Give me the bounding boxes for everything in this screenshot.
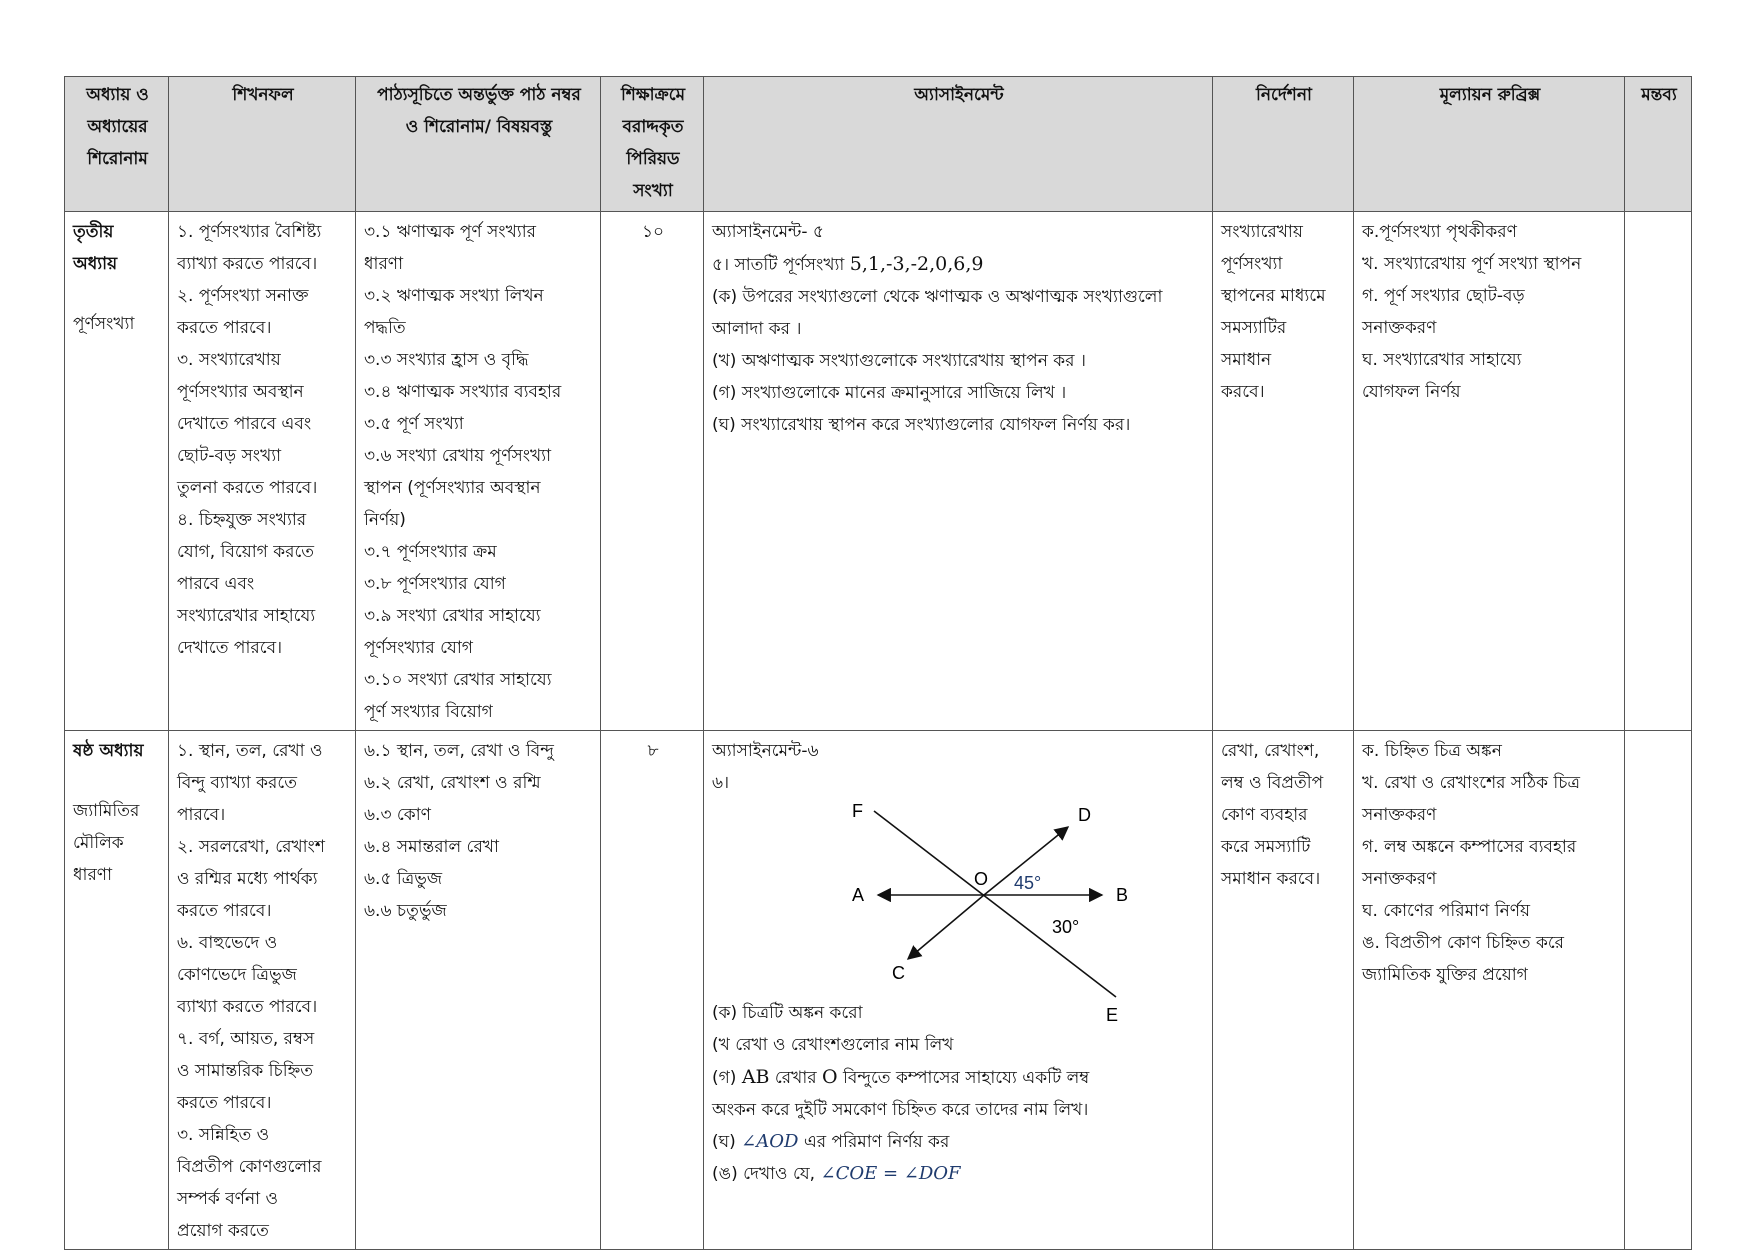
list-item: গ. পূর্ণ সংখ্যার ছোট-বড় <box>1362 286 1525 306</box>
list-item: ৬.৪ সমান্তরাল রেখা <box>364 837 499 857</box>
row1-assignment-question <box>712 248 1206 281</box>
list-item: স্থাপন (পূর্ণসংখ্যার অবস্থান <box>364 478 541 498</box>
list-item: তুলনা করতে পারবে। <box>177 478 318 498</box>
number-set: 5,1,-3,-2,0,6,9 <box>849 253 984 275</box>
row2-outcomes-cell <box>169 731 356 1250</box>
list-item: ক. চিহ্নিত চিত্র অঙ্কন <box>1362 741 1502 761</box>
lesson-plan-table <box>64 76 1692 1250</box>
list-item: ৩.৭ পূর্ণসংখ্যার ক্রম <box>364 542 497 562</box>
row2-chapter-cell <box>65 731 169 1250</box>
list-item: সম্পর্ক বর্ণনা ও <box>177 1189 278 1209</box>
list-item: ৩.৫ পূর্ণ সংখ্যা <box>364 414 464 434</box>
label-a: A <box>852 885 865 905</box>
list-item: সনাক্তকরণ <box>1362 318 1437 338</box>
list-item: (ক) উপরের সংখ্যাগুলো থেকে ঋণাত্মক ও অঋণাত্মক সংখ্যাগুলো <box>712 287 1163 307</box>
list-item: ৩.৪ ঋণাত্মক সংখ্যার ব্যবহার <box>364 382 562 402</box>
row1-outcomes-list <box>177 216 349 664</box>
item-kh: (খ রেখা ও রেখাংশগুলোর নাম লিখ <box>712 1035 954 1055</box>
list-item: ৬.৬ চতুর্ভুজ <box>364 901 447 921</box>
item-gh-rest: এর পরিমাণ নির্ণয় কর <box>798 1132 950 1152</box>
list-item: পূর্ণ সংখ্যার বিয়োগ <box>364 702 493 722</box>
header-lessons-line: পাঠ্যসূচিতে অন্তর্ভুক্ত পাঠ নম্বর <box>377 85 581 105</box>
list-item: করতে পারবে। <box>177 1093 272 1113</box>
list-item: জ্যামিতির <box>73 801 140 821</box>
header-guidance: নির্দেশনা <box>1213 77 1354 212</box>
list-item: জ্যামিতিক যুক্তির প্রয়োগ <box>1362 965 1528 985</box>
header-periods-line: পিরিয়ড <box>626 149 680 169</box>
list-item: সনাক্তকরণ <box>1362 869 1437 889</box>
row1-title: পূর্ণসংখ্যা <box>73 314 135 334</box>
list-item: করতে পারবে। <box>177 318 272 338</box>
list-item: ঙ. বিপ্রতীপ কোণ চিহ্নিত করে <box>1362 933 1565 953</box>
angle-equation: ∠COE = ∠DOF <box>820 1163 961 1184</box>
list-item: ব্যাখ্যা করতে পারবে। <box>177 254 318 274</box>
list-item: ৭. বর্গ, আয়ত, রম্বস <box>177 1029 315 1049</box>
list-item: খ. সংখ্যারেখায় পূর্ণ সংখ্যা স্থাপন <box>1362 254 1582 274</box>
list-item: ধারণা <box>73 865 113 885</box>
list-item: ২. পূর্ণসংখ্যা সনাক্ত <box>177 286 309 306</box>
spacer <box>73 280 162 308</box>
label-e: E <box>1106 1005 1119 1025</box>
list-item: করে সমস্যাটি <box>1221 837 1311 857</box>
list-item: ২. সরলরেখা, রেখাংশ <box>177 837 325 857</box>
list-item: সমস্যাটির <box>1221 318 1287 338</box>
row1-chapter-cell <box>65 212 169 731</box>
list-item: (খ) অঋণাত্মক সংখ্যাগুলোকে সংখ্যারেখায় স্থাপন কর । <box>712 351 1086 371</box>
list-item: আলাদা কর । <box>712 319 802 339</box>
item-g-prefix: (গ) <box>712 1068 742 1088</box>
header-chapter-line: শিরোনাম <box>87 149 148 169</box>
list-item: বিপ্রতীপ কোণগুলোর <box>177 1157 322 1177</box>
item-g-line2: অংকন করে দুইটি সমকোণ চিহ্নিত করে তাদের নাম লিখ। <box>712 1100 1089 1120</box>
row1-assignment-cell <box>704 212 1213 731</box>
row2-lessons-list <box>364 735 594 927</box>
list-item: ও রশ্মির মধ্যে পার্থক্য <box>177 869 318 889</box>
header-periods <box>601 77 704 212</box>
list-item: পূর্ণসংখ্যা <box>1221 254 1283 274</box>
row2-assignment-title: অ্যাসাইনমেন্ট-৬ <box>712 741 819 761</box>
list-item: সংখ্যারেখার সাহায্যে <box>177 606 316 626</box>
list-item: ৬.১ স্থান, তল, রেখা ও বিন্দু <box>364 741 554 761</box>
row1-assignment-title: অ্যাসাইনমেন্ট- ৫ <box>712 222 824 242</box>
list-item: ৩.৮ পূর্ণসংখ্যার যোগ <box>364 574 506 594</box>
line-fe <box>874 811 1116 997</box>
list-item: লম্ব ও বিপ্রতীপ <box>1221 773 1324 793</box>
list-item: দেখাতে পারবে। <box>177 638 283 658</box>
row2-rubrics-cell <box>1354 731 1625 1250</box>
table-row <box>65 731 1692 1250</box>
angle-aod: ∠AOD <box>741 1131 799 1152</box>
list-item: ১. স্থান, তল, রেখা ও <box>177 741 323 761</box>
item-g-rest: বিন্দুতে কম্পাসের সাহায্যে একটি লম্ব <box>837 1068 1090 1088</box>
label-f: F <box>852 801 863 821</box>
row2-lessons-cell <box>356 731 601 1250</box>
row1-rubrics-list <box>1362 216 1618 408</box>
row1-chapter: তৃতীয় <box>73 222 114 242</box>
list-item: ৩.৬ সংখ্যা রেখায় পূর্ণসংখ্যা <box>364 446 552 466</box>
header-row <box>65 77 1692 212</box>
list-item: ধারণা <box>364 254 404 274</box>
row2-periods: ৮ <box>601 731 704 1250</box>
row1-lessons-cell <box>356 212 601 731</box>
list-item: ব্যাখ্যা করতে পারবে। <box>177 997 318 1017</box>
question-text: ৫। সাতটি পূর্ণসংখ্যা <box>712 255 850 275</box>
header-chapter <box>65 77 169 212</box>
list-item: ৩.৯ সংখ্যা রেখার সাহায্যে <box>364 606 541 626</box>
list-item: ৬.৫ ত্রিভুজ <box>364 869 443 889</box>
row1-lessons-list <box>364 216 594 728</box>
row1-guidance-list <box>1221 216 1347 408</box>
row2-guidance-cell <box>1213 731 1354 1250</box>
list-item: মৌলিক <box>73 833 124 853</box>
header-periods-line: বরাদ্দকৃত <box>622 117 684 137</box>
list-item: করবে। <box>1221 382 1265 402</box>
label-c: C <box>892 963 905 983</box>
list-item: ছোট-বড় সংখ্যা <box>177 446 282 466</box>
list-item: ৬. বাহুভেদে ও <box>177 933 278 953</box>
item-g-o: O <box>822 1066 838 1088</box>
item-gh-prefix: (ঘ) <box>712 1132 742 1152</box>
item-g <box>712 1061 1206 1094</box>
list-item: ৩.১০ সংখ্যা রেখার সাহায্যে <box>364 670 552 690</box>
list-item: পূর্ণসংখ্যার অবস্থান <box>177 382 304 402</box>
item-ng <box>712 1158 1206 1190</box>
list-item: পদ্ধতি <box>364 318 406 338</box>
list-item: করতে পারবে। <box>177 901 272 921</box>
list-item: পূর্ণসংখ্যার যোগ <box>364 638 473 658</box>
angle-label-45: 45° <box>1014 873 1042 893</box>
row1-chapter: অধ্যায় <box>73 254 118 274</box>
row2-remarks <box>1625 731 1692 1250</box>
row1-guidance-cell <box>1213 212 1354 731</box>
list-item: ৩. সন্নিহিত ও <box>177 1125 270 1145</box>
item-k: (ক) চিত্রটি অঙ্কন করো <box>712 1003 863 1023</box>
list-item: পারবে। <box>177 805 226 825</box>
header-remarks: মন্তব্য <box>1625 77 1692 212</box>
list-item: প্রয়োগ করতে <box>177 1221 269 1241</box>
row2-guidance-list <box>1221 735 1347 895</box>
list-item: ৩.১ ঋণাত্মক পূর্ণ সংখ্যার <box>364 222 536 242</box>
row1-rubrics-cell <box>1354 212 1625 731</box>
row2-chapter: ষষ্ঠ অধ্যায় <box>73 741 144 761</box>
list-item: ৪. চিহ্নযুক্ত সংখ্যার <box>177 510 307 530</box>
row2-title <box>73 795 162 891</box>
spacer <box>73 767 162 795</box>
list-item: ঘ. সংখ্যারেখার সাহায্যে <box>1362 350 1522 370</box>
header-lessons <box>356 77 601 212</box>
list-item: যোগফল নির্ণয় <box>1362 382 1461 402</box>
header-periods-line: সংখ্যা <box>633 181 673 201</box>
list-item: ৩.২ ঋণাত্মক সংখ্যা লিখন <box>364 286 544 306</box>
list-item: সমাধান করবে। <box>1221 869 1321 889</box>
list-item: স্থাপনের মাধ্যমে <box>1221 286 1326 306</box>
list-item: কোণ ব্যবহার <box>1221 805 1308 825</box>
angle-label-30: 30° <box>1052 917 1080 937</box>
list-item: ১. পূর্ণসংখ্যার বৈশিষ্ট্য <box>177 222 322 242</box>
list-item: সংখ্যারেখায় <box>1221 222 1303 242</box>
list-item: বিন্দু ব্যাখ্যা করতে <box>177 773 297 793</box>
header-outcomes: শিখনফল <box>169 77 356 212</box>
list-item: সনাক্তকরণ <box>1362 805 1437 825</box>
header-chapter-line: অধ্যায় ও <box>86 85 149 105</box>
item-g-ab: AB <box>741 1066 770 1088</box>
list-item: ক.পূর্ণসংখ্যা পৃথকীকরণ <box>1362 222 1517 242</box>
label-b: B <box>1116 885 1129 905</box>
row2-assignment-question: ৬। <box>712 773 730 793</box>
row1-outcomes-cell <box>169 212 356 731</box>
list-item: সমাধান <box>1221 350 1272 370</box>
list-item: ও সামান্তরিক চিহ্নিত <box>177 1061 313 1081</box>
list-item: কোণভেদে ত্রিভুজ <box>177 965 297 985</box>
item-ng-prefix: (ঙ) দেখাও যে, <box>712 1164 821 1184</box>
header-rubrics: মূল্যায়ন রুব্রিক্স <box>1354 77 1625 212</box>
item-gh <box>712 1126 1206 1158</box>
label-d: D <box>1078 805 1091 825</box>
list-item: (ঘ) সংখ্যারেখায় স্থাপন করে সংখ্যাগুলোর যোগফল নির্ণয় কর। <box>712 415 1131 435</box>
header-periods-line: শিক্ষাক্রমে <box>620 85 686 105</box>
label-o: O <box>974 869 989 889</box>
list-item: ৬.২ রেখা, রেখাংশ ও রশ্মি <box>364 773 541 793</box>
list-item: নির্ণয়) <box>364 510 406 530</box>
item-g-mid: রেখার <box>769 1068 823 1088</box>
row2-assignment-cell <box>704 731 1213 1250</box>
row1-periods: ১০ <box>601 212 704 731</box>
list-item: দেখাতে পারবে এবং <box>177 414 312 434</box>
list-item: যোগ, বিয়োগ করতে <box>177 542 315 562</box>
list-item: ৩. সংখ্যারেখায় <box>177 350 281 370</box>
row1-assignment-items <box>712 281 1206 441</box>
header-chapter-line: অধ্যায়ের <box>87 117 148 137</box>
list-item: (গ) সংখ্যাগুলোকে মানের ক্রমানুসারে সাজিয়ে লিখ । <box>712 383 1067 403</box>
list-item: ৬.৩ কোণ <box>364 805 431 825</box>
row2-outcomes-list <box>177 735 349 1247</box>
list-item: ৩.৩ সংখ্যার হ্রাস ও বৃদ্ধি <box>364 350 529 370</box>
list-item: পারবে এবং <box>177 574 255 594</box>
row2-rubrics-list <box>1362 735 1618 991</box>
list-item: রেখা, রেখাংশ, <box>1221 741 1320 761</box>
list-item: গ. লম্ব অঙ্কনে কম্পাসের ব্যবহার <box>1362 837 1577 857</box>
row1-remarks <box>1625 212 1692 731</box>
ray-oc <box>908 895 984 959</box>
table-row <box>65 212 1692 731</box>
header-lessons-line: ও শিরোনাম/ বিষয়বস্তু <box>405 117 553 137</box>
header-assignment: অ্যাসাইনমেন্ট <box>704 77 1213 212</box>
list-item: ঘ. কোণের পরিমাণ নির্ণয় <box>1362 901 1531 921</box>
list-item: খ. রেখা ও রেখাংশের সঠিক চিত্র <box>1362 773 1580 793</box>
